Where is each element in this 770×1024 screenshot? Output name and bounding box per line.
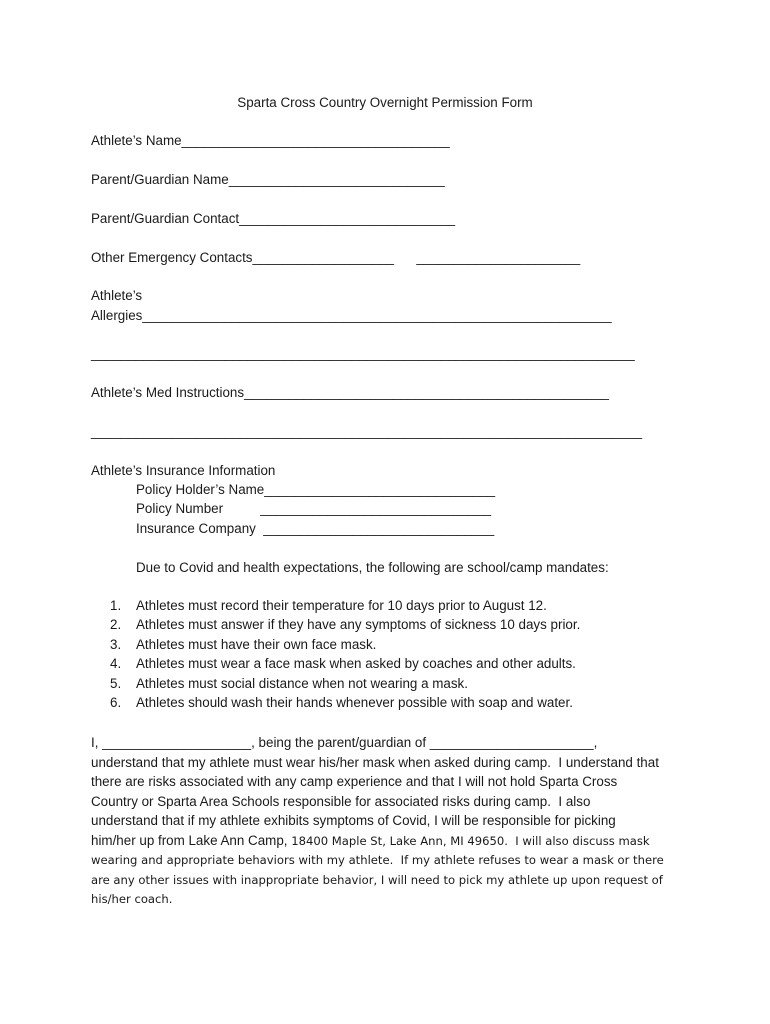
list-item: Athletes must have their own face mask. [136, 637, 377, 652]
list-item: Athletes must answer if they have any symptoms of sickness 10 days prior. [136, 617, 581, 632]
list-item: Athletes must record their temperature for 10 days prior to August 12. [136, 598, 547, 613]
guardian-statement [91, 733, 691, 910]
med-instructions-blank-line: __________________________________________________________________________ [91, 424, 643, 439]
statement-line: understand that if my athlete exhibits symptoms of Covid, I will be responsible for picking [91, 813, 616, 828]
insurance-company-field: Insurance Company _______________________________ [136, 521, 495, 536]
statement-line: I, ____________________, being the parent/guardian of ______________________, [91, 735, 598, 750]
allergies-blank-line: _________________________________________________________________________ [91, 346, 635, 361]
policy-holder-field: Policy Holder’s Name_______________________________ [136, 482, 496, 497]
policy-number-field: Policy Number _______________________________ [136, 501, 492, 516]
statement-line: there are risks associated with any camp experience and that I will not hold Sparta Cross [91, 774, 618, 789]
list-item: Athletes should wash their hands whenever possible with soap and water. [136, 695, 573, 710]
list-item-number: 6. [110, 695, 122, 710]
insurance-heading: Athlete’s Insurance Information [91, 463, 276, 478]
form-title: Sparta Cross Country Overnight Permission Form [237, 95, 533, 110]
statement-line: are any other issues with inappropriate behavior, I will need to pick my athlete up upon request of [91, 872, 663, 887]
statement-line: his/her coach. [91, 892, 173, 906]
athlete-name-field: Athlete’s Name____________________________________ [91, 133, 450, 148]
guardian-contact-field: Parent/Guardian Contact_____________________________ [91, 211, 456, 226]
list-item-number: 2. [110, 617, 122, 632]
emergency-contacts-field: Other Emergency Contacts___________________ ______________________ [91, 250, 581, 265]
allergies-label: Athlete’s [91, 288, 143, 303]
list-item-number: 1. [110, 598, 122, 613]
list-item-number: 3. [110, 637, 122, 652]
statement-line: Country or Sparta Area Schools responsible for associated risks during camp. I also [91, 793, 591, 809]
list-item-number: 5. [110, 676, 122, 691]
allergies-field: Allergies_______________________________________________________________ [91, 308, 612, 323]
list-item: Athletes must social distance when not wearing a mask. [136, 676, 468, 691]
med-instructions-field: Athlete’s Med Instructions_________________________________________________ [91, 385, 609, 400]
statement-text: him/her up from Lake Ann Camp, [91, 832, 292, 848]
guardian-name-field: Parent/Guardian Name_____________________________ [91, 172, 445, 187]
statement-line [91, 831, 691, 852]
list-item-number: 4. [110, 656, 122, 671]
mandates-intro: Due to Covid and health expectations, the following are school/camp mandates: [136, 560, 609, 575]
list-item: Athletes must wear a face mask when asked by coaches and other adults. [136, 656, 576, 671]
camp-address: 18400 Maple St, Lake Ann, MI 49650. I will also discuss mask [291, 833, 650, 848]
statement-line: understand that my athlete must wear his/her mask when asked during camp. I understand that [91, 754, 659, 770]
statement-line: wearing and appropriate behaviors with my athlete. If my athlete refuses to wear a mask or there [91, 853, 664, 867]
